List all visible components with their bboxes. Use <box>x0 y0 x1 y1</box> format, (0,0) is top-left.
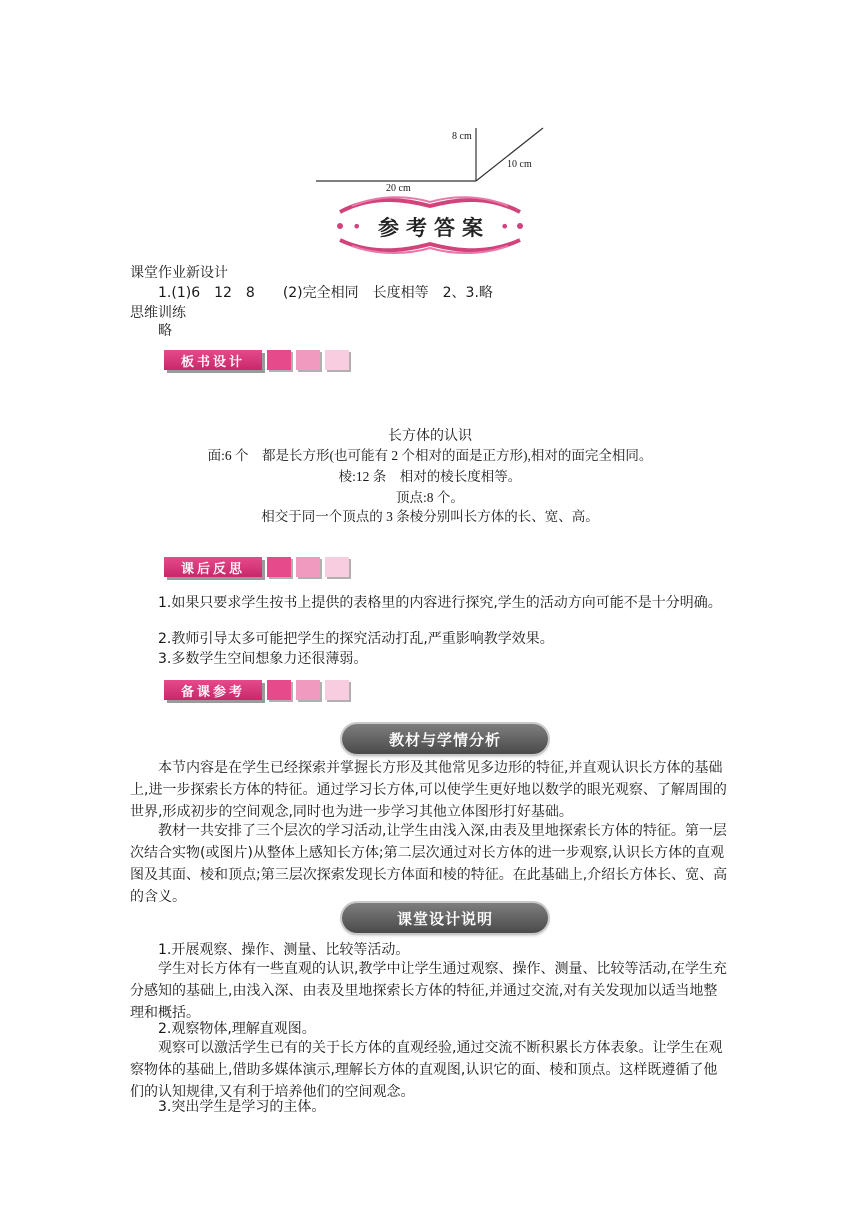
reflection-item-2: 2.教师引导太多可能把学生的探究活动打乱,严重影响教学效果。 <box>158 631 554 647</box>
section-title-homework: 课堂作业新设计 <box>130 265 228 281</box>
analysis-paragraph-1: 本节内容是在学生已经探索并掌握长方形及其他常见多边形的特征,并直观认识长方体的基础上,进一步探索长方体的特征。通过学习长方体,可以使学生更好地以数学的眼光观察、了解周围的世界,形成初步的空间观念,同时也为进一步学习其他立体图形打好基础。 <box>130 760 727 820</box>
banner-square-light <box>325 350 349 370</box>
height-label: 8 cm <box>452 131 472 142</box>
homework-answers: 1.(1)6 12 8 (2)完全相同 长度相等 2、3.略 <box>158 285 493 301</box>
board-line-dimensions: 相交于同一个顶点的 3 条棱分别叫长方体的长、宽、高。 <box>261 509 599 524</box>
board-line-vertices: 顶点:8 个。 <box>396 490 464 505</box>
prep-reference-label: 备课参考 <box>164 680 262 700</box>
dot-left-icon: • <box>352 217 362 236</box>
design-item-2: 2.观察物体,理解直观图。 <box>158 1021 316 1037</box>
reflection-item-3: 3.多数学生空间想象力还很薄弱。 <box>158 651 368 667</box>
design-paragraph-2: 观察可以激活学生已有的关于长方体的直观经验,通过交流不断积累长方体表象。让学生在观察物体的基础上,借助多媒体演示,理解长方体的直观图,认识它的面、棱和顶点。这样既遵循了他们的认知规律,又有利于培养他们的空间观念。 <box>130 1040 723 1100</box>
board-line-faces: 面:6 个 都是长方形(也可能有 2 个相对的面是正方形),相对的面完全相同。 <box>207 448 653 463</box>
cuboid-edges-figure <box>300 118 560 198</box>
board-line-edges: 棱:12 条 相对的棱长度相等。 <box>338 469 522 484</box>
banner-square-light <box>325 557 349 577</box>
board-design-label: 板书设计 <box>164 350 262 370</box>
dot-right-icon: • <box>500 217 510 236</box>
board-title: 长方体的认识 <box>388 428 472 444</box>
design-heading: 课堂设计说明 <box>342 903 548 933</box>
thinking-answer: 略 <box>158 323 172 339</box>
prep-reference-banner <box>164 679 349 701</box>
design-item-1: 1.开展观察、操作、测量、比较等活动。 <box>158 942 410 958</box>
board-design-banner <box>164 349 349 371</box>
banner-square-dark <box>267 557 291 577</box>
depth-label: 10 cm <box>507 159 532 170</box>
reflection-banner <box>164 556 349 578</box>
banner-square-mid <box>296 557 320 577</box>
banner-square-mid <box>296 350 320 370</box>
banner-square-dark <box>267 350 291 370</box>
reflection-item-1: 1.如果只要求学生按书上提供的表格里的内容进行探究,学生的活动方向可能不是十分明确。 <box>158 595 722 611</box>
length-label: 20 cm <box>386 183 411 194</box>
reflection-label: 课后反思 <box>164 557 262 577</box>
answer-banner-title: 参考答案 <box>378 216 490 240</box>
banner-square-light <box>325 680 349 700</box>
analysis-heading: 教材与学情分析 <box>342 724 548 754</box>
design-item-3: 3.突出学生是学习的主体。 <box>158 1099 326 1115</box>
section-title-thinking: 思维训练 <box>130 305 186 321</box>
banner-square-dark <box>267 680 291 700</box>
depth-edge <box>476 128 543 181</box>
banner-square-mid <box>296 680 320 700</box>
analysis-paragraph-2: 教材一共安排了三个层次的学习活动,让学生由浅入深,由表及里地探索长方体的特征。第一层次结合实物(或图片)从整体上感知长方体;第二层次通过对长方体的进一步观察,认识长方体的直观图及其面、棱和顶点;第三层次探索发现长方体面和棱的特征。在此基础上,介绍长方体长、宽、高的含义。 <box>130 823 728 905</box>
design-paragraph-1: 学生对长方体有一些直观的认识,教学中让学生通过观察、操作、测量、比较等活动,在学生充分感知的基础上,由浅入深、由表及里地探索长方体的特征,并通过交流,对有关发现加以适当地整理和概括。 <box>130 961 727 1021</box>
